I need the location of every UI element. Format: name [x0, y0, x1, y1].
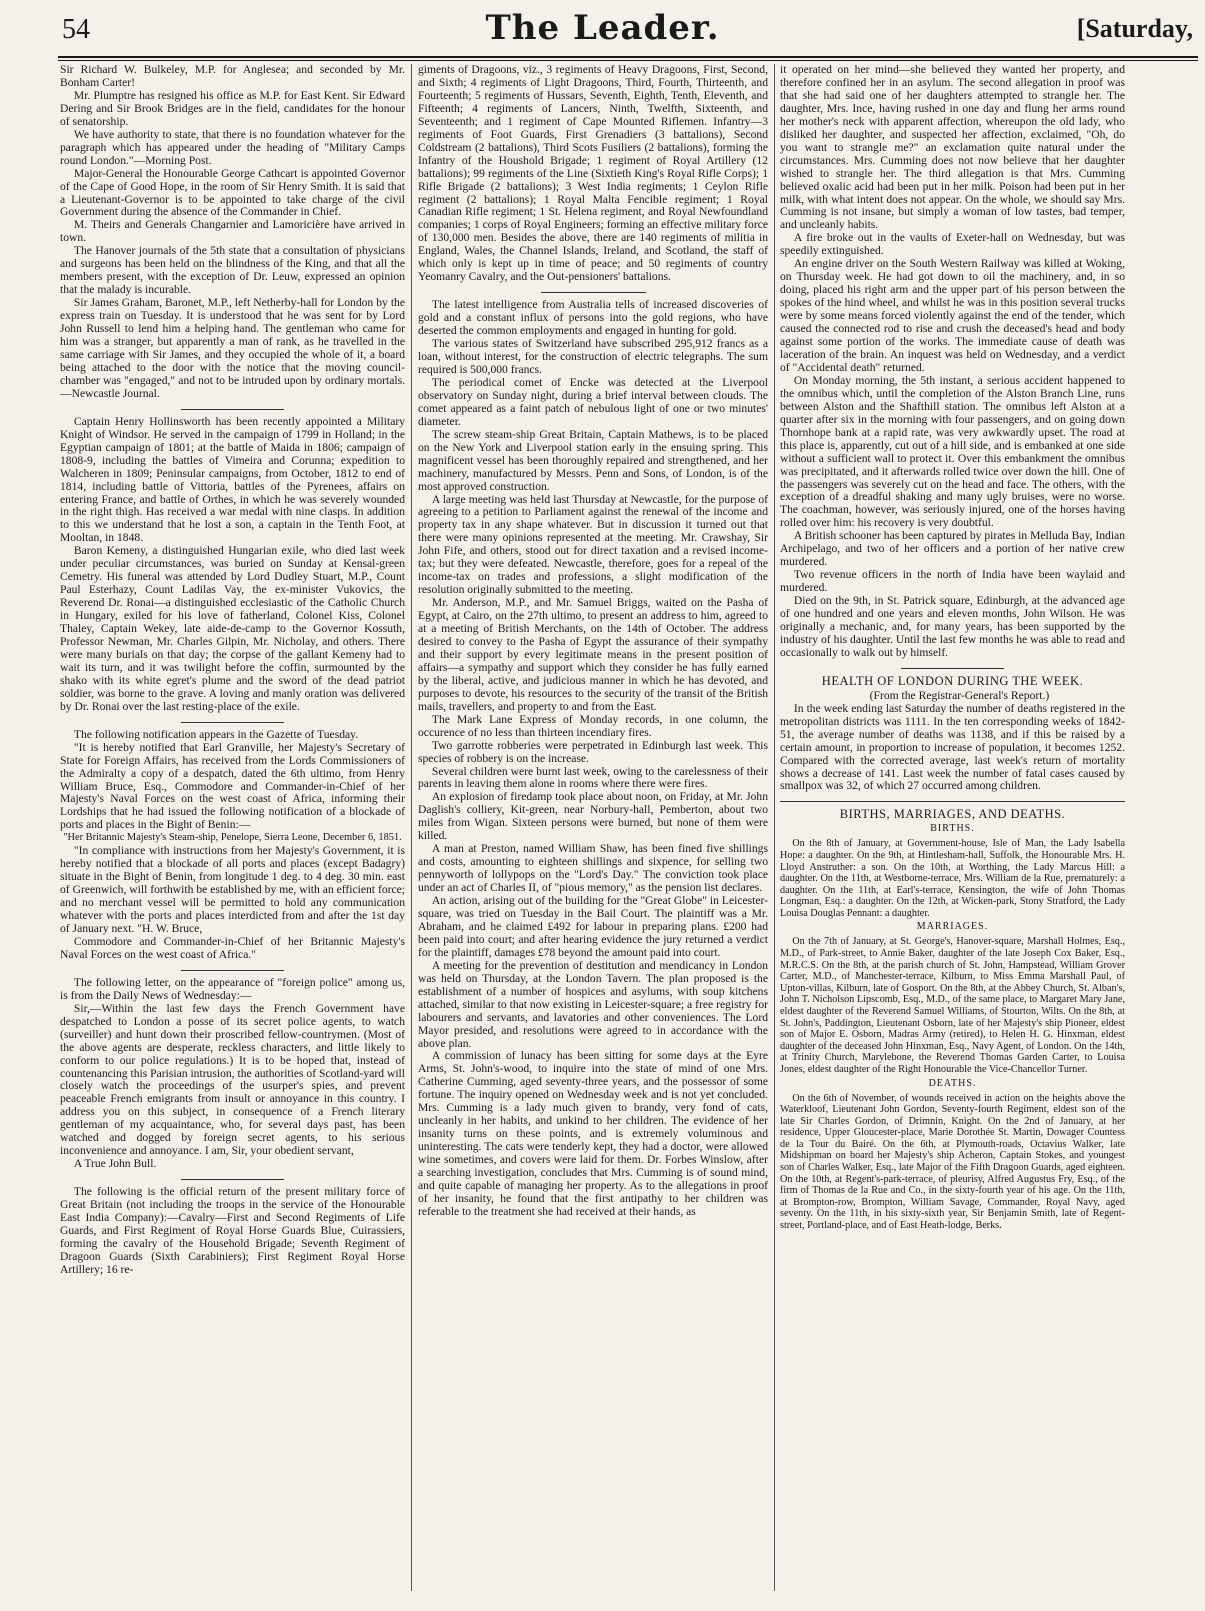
article-paragraph: Two garrotte robberies were perpetrated in Edinburgh last week. This species of robbery is on the increase. [418, 738, 768, 765]
double-rule [780, 801, 1125, 802]
article-paragraph: A fire broke out in the vaults of Exeter-hall on Wednesday, but was speedily extinguished. [780, 231, 1125, 258]
article-paragraph: giments of Dragoons, viz., 3 regiments of Heavy Dragoons, First, Second, and Sixth; 4 regiments of Light Dragoons, Third, Fourth, Thirteenth, and Fourteenth; 5 regiments of Hussars, Seventh, Eighth, Tenth, Eleventh, and Fifteenth; 4 regiments of Lancers, Ninth, Twelfth, Sixteenth, and Seventeenth; and 1 regiment of Cape Mounted Riflemen. Infantry—3 regiments of Foot Guards, First Grenadiers (3 battalions), Second Coldstream (2 battalions), Third Scots Fusiliers (2 battalions), forming the Infantry of the Houshold Brigade; 1 regiment of Royal Artillery (12 battalions); 99 regiments of the Line (Sixtieth King's Royal Rifle Corps); 1 Rifle Brigade (2 battalions); 3 West India regiments; 1 Ceylon Rifle regiment (2 battalions); 1 Royal Malta Fencible regiment; 1 Royal Canadian Rifle regiment; 1 St. Helena regiment, and Royal Newfoundland companies; 1 corps of Royal Engineers; forming an effective military force of 130,000 men. Besides the above, there are 140 regiments of militia in England, Wales, the Channel Islands, Ireland, and Scotland, the staff of which only is kept up in time of peace; and 50 regiments of country Yeomanry Cavalry, and the Out-pensioners' battalions. [418, 64, 768, 284]
masthead [0, 0, 1205, 56]
marriages-notices: On the 7th of January, at St. George's, Hanover-square, Marshall Holmes, Esq., M.D., of Park-street, to Annie Baker, daughter of the late Joseph Cox Baker, Esq., M.R.C.S. On the 8th, at the parish church of St. John, Hampstead, William Grover Carter, M.D., of Manchester-terrace, Kilburn, to Miss Emma Marshall Paul, of Upton-villas, Kilburn, late of Gosport. On the 8th, at the Abbey Church, St. Alban's, John T. Nicholson Lipscomb, Esq., M.D., of the same place, to Margaret Mary Jane, eldest daughter of the Reverend Samuel Williams, of Stourton, Wilts. On the 8th, at St. John's, Paddington, Lieutenant Osborn, late of her Majesty's ship Pioneer, eldest son of Major E. Osborn, Madras Army (retired), to Helen H. G. Hinxman, eldest daughter of the deceased John Hinxman, Esq., Navy Agent, of London. On the 14th, at Trinity Church, Marylebone, the Reverend Thomas Garden Carter, to Louisa Jones, eldest daughter of the Right Honourable the Vice-Chancellor Turner. [780, 936, 1125, 1075]
article-paragraph: The following notification appears in the Gazette of Tuesday. [73, 727, 359, 741]
article-paragraph: Sir,—Within the last few days the French Government have despatched to London a posse of its secret police agents, to watch (surveiller) and hunt down their proscribed fellow-countrymen. (Most of the above agents are desperate, reckless characters, and little likely to conform to our police regulations.) It is to be hoped that, instead of countenancing this Parisian intrusion, the authorities of Scotland-yard will closely watch the proceedings of the usurper's spies, and prevent peaceable French emigrants from insult or annoyance in this country. I address you on this subject, in consequence of a French literary gentleman of my acquaintance, who, for several days past, has been watched and dogged by foreign secret agents, to his serious inconvenience and annoyance. I am, Sir, your obedient servant, [60, 1001, 405, 1158]
separator [181, 970, 285, 971]
newspaper-title: The Leader. [485, 8, 720, 48]
article-paragraph: The various states of Switzerland have subscribed 295,912 francs as a loan, without interest, for the construction of electric telegraphs. The sum required is 500,000 francs. [418, 337, 768, 376]
separator [181, 1179, 285, 1180]
article-paragraph: Major-General the Honourable George Cathcart is appointed Governor of the Cape of Good Hope, in the room of Sir Henry Smith. It is said that a Lieutenant-Governor is to be appointed to take charge of the civil Government during the absence of the Commander in Chief. [60, 166, 405, 219]
article-paragraph: Mr. Plumptre has resigned his office as M.P. for East Kent. Sir Edward Dering and Sir Brook Bridges are in the field, candidates for the honour of senatorship. [60, 88, 405, 128]
article-paragraph: The latest intelligence from Australia tells of increased discoveries of gold and a constant influx of persons into the gold regions, who have deserted the common employments and engaged in hunting for gold. [418, 298, 768, 338]
article-paragraph: A large meeting was held last Thursday at Newcastle, for the purpose of agreeing to a petition to Parliament against the renewal of the income and property tax in any shape whatever. But in discussion it turned out that there were many opinions represented at the meeting. Mr. Crawshay, Sir John Fife, and others, stood out for direct taxation and a revised income-tax; but they were defeated. Newcastle, therefore, goes for a repeal of the income-tax on trades and professions, a slight modification of the resolution originally submitted to the meeting. [418, 492, 768, 597]
section-title-health: HEALTH OF LONDON DURING THE WEEK. [821, 673, 1084, 688]
letter-signature: A True John Bull. [73, 1157, 157, 1171]
article-paragraph: Two revenue officers in the north of India have been waylaid and murdered. [780, 568, 1125, 595]
article-paragraph: A man at Preston, named William Shaw, has been fined five shillings and costs, amounting to eighteen shillings and sixpence, for selling two pennyworth of lollypops on the "Lord's Day." The conviction took place under an act of Charles II, of "pious memory," as the pension list declares. [418, 842, 768, 895]
column-2 [418, 64, 768, 1591]
article-paragraph: A British schooner has been captured by pirates in Melluda Bay, Indian Archipelago, and two of her officers and a portion of her native crew murdered. [780, 529, 1125, 569]
article-paragraph: Commodore and Commander-in-Chief of her Britannic Majesty's Naval Forces on the west coast of Africa." [60, 934, 405, 961]
article-paragraph: A meeting for the prevention of destitution and mendicancy in London was held on Thursday, at the London Tavern. The plan proposed is the establishment of a number of hospices and asylums, with soup kitchens attached, similar to that now existing in Leicester-square; a free registry for labourers and servants, and lavatories and other conveniences. The Lord Mayor presided, and resolutions were agreed to in accordance with the above plan. [418, 958, 768, 1050]
deaths-notices: On the 6th of November, of wounds received in action on the heights above the Waterkloof, Lieutenant John Gordon, Seventy-fourth Regiment, eldest son of the late Sir Charles Gordon, of Drimnin, Knight. On the 2nd of January, at her residence, Upper Gloucester-place, Marie Dorothée St. Martin, Dowager Countess de la Tour du Bairé. On the 6th, at Plymouth-roads, Octavius Walker, late Midshipman on board her Majesty's ship Acheron, Captain Stokes, and youngest son of Charles Walker, Esq., late Major of the Fifth Dragoon Guards, aged eighteen. On the 10th, at Regent's-park-terrace, of pleurisy, Alfred Augustus Fry, Esq., of the firm of Thomas de la Rue and Co., in the sixty-fourth year of his age. On the 11th, at Brompton-row, Brompton, William Savage, Commander, Royal Navy, aged seventy. On the 11th, in his sixty-sixth year, Sir Benjamin Smith, late of Regent-street, Portland-place, and of East Heath-lodge, Berks. [780, 1092, 1125, 1232]
article-paragraph: An engine driver on the South Western Railway was killed at Woking, on Thursday week. He had got down to oil the machinery, and, in so doing, placed his right arm and the upper part of his person between the spokes of the hind wheel, and whilst he was in this position several trucks were by some means forced violently against the end of the tender, which caused the connected rod to rise and crush the deceased's head and body against some portion of the works. The immediate cause of death was laceration of the brain. An inquest was held on Wednesday, and a verdict of "Accidental death" returned. [780, 257, 1125, 374]
dateline: "Her Britannic Majesty's Steam-ship, Penelope, Sierra Leone, December 6, 1851. [63, 832, 402, 844]
article-paragraph: An explosion of firedamp took place about noon, on Friday, at Mr. John Daglish's colliery, Kit-green, near Norbury-hall, Pemberton, about two miles from Wigan. Sixteen persons were burned, but none of them were killed. [418, 790, 768, 843]
separator [541, 292, 646, 293]
column-divider [774, 64, 775, 1591]
article-paragraph: it operated on her mind—she believed they wanted her property, and therefore confined her in an asylum. The second allegation in proof was that she had said one of her daughters attempted to strangle her. The daughter, Mrs. Ince, having rushed in one day and flung her arms round her mother's neck with apparent affection, whereupon the old lady, who disliked her daughter, and suspected her affection, exclaimed, "Oh, do you want to strangle me?" an exclamation quite natural under the circumstances. Mrs. Cumming does not now believe that her daughter wished to strangle her. The third allegation is that Mrs. Cumming believed oxalic acid had been put in her milk. Poison had been put in her milk, with what intent does not appear. On the whole, we should say Mrs. Cumming is not insane, but simply a woman of low tastes, bad temper, and uncleanly habits. [780, 64, 1125, 232]
article-paragraph: Captain Henry Hollinsworth has been recently appointed a Military Knight of Windsor. He served in the campaign of 1799 in Holland; in the Egyptian campaign of 1801; at the battle of Maida in 1806; campaign of 1808-9, including the battles of Vimeira and Corunna; expedition to Walcheren in 1809; Peninsular campaigns, from October, 1812 to end of 1814, including battle of Vittoria, battles of the Pyrenees, affairs on entering France, and battle of Orthes, in which he was severely wounded in the right thigh. Has received a war medal with nine clasps. In addition to this we understand that he lost a son, a captain in the Tenth Foot, at Mooltan, in 1848. [60, 414, 405, 545]
page-number: 54 [62, 14, 90, 45]
births-notices: On the 8th of January, at Government-house, Isle of Man, the Lady Isabella Hope: a daughter. On the 9th, at Hintlesham-hall, Suffolk, the Honourable Mrs. H. Lloyd Anstruther: a son. On the 10th, at Worthing, the Lady Marcus Hill: a daughter. On the 11th, at Westborne-terrace, Mrs. William de la Rue, prematurely: a daughter. On the 11th, at Earl's-terrace, Kensington, the wife of John Thomas Longman, Esq.: a daughter. On the 12th, at Wicken-park, Stony Stratford, the Lady Louisa Douglas Pennant: a daughter. [780, 838, 1125, 919]
article-paragraph: The screw steam-ship Great Britain, Captain Mathews, is to be placed on the New York and Liverpool station early in the ensuing spring. This magnificent vessel has been thoroughly repaired and strengthened, and her machinery, manufactured by Messrs. Penn and Sons, of London, is of the most approved construction. [418, 427, 768, 493]
header-rule-thin [58, 60, 1198, 61]
marriages-heading: MARRIAGES. [916, 921, 989, 933]
article-paragraph: A commission of lunacy has been sitting for some days at the Eyre Arms, St. John's-wood, to inquire into the state of mind of one Mrs. Catherine Cumming, aged seventy-three years, and the possessor of some fortune. The inquiry opened on Wednesday week and is not yet concluded. Mrs. Cumming is a lady much given to brandy, very fond of cats, uncleanly in her habits, and unkind to her children. The evidence of her insanity turns on these points, and is extremely voluminous and uninteresting. The cats were tenderly kept, they had a doctor, were allowed wine sometimes, and covers were laid for them. Dr. Forbes Winslow, after a searching investigation, concludes that Mrs. Cumming is of sound mind, and quite capable of managing her property. As to the allegations in proof of her insanity, he found that the first antipathy to her children was referable to the treatment she had received at their hands, as [418, 1049, 768, 1218]
article-paragraph: Died on the 9th, in St. Patrick square, Edinburgh, at the advanced age of one hundred and one years and eleven months, John Wilson. He was originally a mechanic, and, for many years, has been supported by the industry of his daughter. Until the last few months he was able to read and occasionally to walk out by himself. [780, 594, 1125, 659]
article-paragraph: The following is the official return of the present military force of Great Britain (not including the troops in the service of the Honourable East India Company):—Cavalry—First and Second Regiments of Life Guards, and First Regiment of Royal Horse Guards Blue, Cuirassiers, forming the cavalry of the Household Brigade; Seventh Regiment of Dragoon Guards (Sixth Carabiniers); First Regiment Royal Horse Artillery; 16 re- [60, 1185, 405, 1276]
section-subtitle: (From the Registrar-General's Report.) [869, 688, 1050, 702]
column-divider [411, 64, 412, 1591]
article-paragraph: Baron Kemeny, a distinguished Hungarian exile, who died last week under peculiar circumstances, was buried on Sunday at Kensal-green Cemetry. His funeral was attended by Lord Dudley Stuart, M.P., Count Paul Esterhazy, Count Ladilas Vay, the ex-minister Vukovics, the Reverend Dr. Ronai—a distinguished ecclesiastic of the Catholic Church in Hungary, exiled for his love of fatherland, Colonel Kiss, Colonel Thaley, Captain Wekey, late aide-de-camp to the Governor Kossuth, Professor Newman, Mr. Charles Gilpin, Mr. Nicholay, and others. There were many burials on that day; the corpse of the gallant Kemeny had to wait its turn, and it was twilight before the coffin, surmounted by the shako with its white egret's plume and the sword of the dead patriot soldier, was borne to the grave. A loving and manly oration was delivered by Dr. Ronai over the last resting-place of the exile. [60, 544, 405, 713]
article-paragraph: On Monday morning, the 5th instant, a serious accident happened to the omnibus which, until the completion of the Alston Branch Line, runs between Alston and the Shafthill station. The omnibus left Alston at a quarter after six in the morning with four passengers, and on going down Thornhope bank at a rapid rate, was very awkwardly upset. The road at this place is, apparently, cut out of a hill side, and is embanked at one side without a sufficient wall to protect it. Over this embankment the omnibus was precipitated, and it afterwards rolled twice over down the hill. One of the passengers was severely cut on the head and face. The others, with the exception of a dreadful shaking and many ugly bruises, were no worse. The coachman, however, was seriously injured, one of the horses having rolled over him: his recovery is very doubtful. [780, 373, 1125, 530]
article-paragraph: We have authority to state, that there is no foundation whatever for the paragraph which has appeared under the heading of "Military Camps round London."—Morning Post. [60, 127, 405, 167]
column-3 [780, 64, 1125, 1591]
separator [181, 722, 285, 723]
issue-day: [Saturday, [1076, 14, 1193, 43]
separator [901, 668, 1005, 669]
article-paragraph: The periodical comet of Encke was detected at the Liverpool observatory on Sunday night, during a brief interval between clouds. The comet appeared as a faint patch of nebulous light of one or two minutes' diameter. [418, 375, 768, 428]
births-heading: BIRTHS. [930, 823, 975, 835]
article-paragraph: Mr. Anderson, M.P., and Mr. Samuel Briggs, waited on the Pasha of Egypt, at Cairo, on the 27th ultimo, to present an address to him, agreed to at a meeting of British Merchants, on the 14th of October. The address desired to convey to the Pasha of Egypt the assurance of their sympathy and their support by every legitimate means in the present position of affairs—a sympathy and support which they consider he has fully earned by the liberal, active, and judicious manner in which he has devoted, and purposes to devote, his resources to the security of the transit of the British mails, travellers, and property to and from the East. [418, 596, 768, 713]
section-title-bmd: BIRTHS, MARRIAGES, AND DEATHS. [839, 807, 1066, 822]
article-paragraph: Sir Richard W. Bulkeley, M.P. for Anglesea; and seconded by Mr. Bonham Carter! [60, 64, 405, 89]
article-paragraph: An action, arising out of the building for the "Great Globe" in Leicester-square, was tried on Tuesday in the Bail Court. The plaintiff was a Mr. Abraham, and he claimed £492 for labour in preparing plans. £200 had been paid into court; and after hearing evidence the jury returned a verdict for the plaintiff, damages £78 beyond the amount paid into court. [418, 894, 768, 959]
article-paragraph: The Hanover journals of the 5th state that a consultation of physicians and surgeons has been held on the blindness of the King, and that all the members present, with the exception of Dr. Leuw, expressed an opinion that the malady is incurable. [60, 244, 405, 297]
article-paragraph: M. Theirs and Generals Changarnier and Lamoricière have arrived in town. [60, 218, 405, 245]
article-paragraph: The Mark Lane Express of Monday records, in one column, the occurence of no less than thirteen incendiary fires. [418, 712, 768, 739]
article-paragraph: "In compliance with instructions from her Majesty's Government, it is hereby notified that a blockade of all ports and places (except Badagry) situate in the Bight of Benin, from longitude 1 deg. to 4 deg. 30 min. east of Greenwich, will forthwith be established by me, with an efficient force; and no merchant vessel will be permitted to hold any communication whatever with the ports and places interdicted from and after the 1st day of January next. "H. W. Bruce, [60, 844, 405, 935]
article-paragraph: Several children were burnt last week, owing to the carelessness of their parents in leaving them alone in rooms where there were fires. [418, 764, 768, 791]
article-paragraph: The following letter, on the appearance of "foreign police" among us, is from the Daily News of Wednesday:— [60, 975, 405, 1002]
separator [181, 409, 285, 410]
deaths-heading: DEATHS. [928, 1077, 977, 1089]
column-1 [60, 64, 405, 1591]
header-rule [58, 56, 1198, 58]
article-paragraph: In the week ending last Saturday the number of deaths registered in the metropolitan districts was 1111. In the ten corresponding weeks of 1842-51, the average number of deaths was 1138, and if this be raised by a certain amount, in proportion to increase of population, it becomes 1252. Compared with the corrected average, last week's return of mortality shows a decrease of 141. Last week the number of fatal cases caused by smallpox was 32, of which 27 occurred among children. [780, 701, 1125, 793]
article-paragraph: Sir James Graham, Baronet, M.P., left Netherby-hall for London by the express train on Tuesday. It is understood that he was sent for by Lord John Russell to lend him a helping hand. The gentleman who came for him was a stranger, but apparently a man of rank, as he travelled in the same carriage with Sir James, and they occupied the whole of it, a board being attached to the door with the notice that the moving council-chamber was "engaged," and not to be intruded upon by ordinary mortals.—Newcastle Journal. [60, 296, 405, 400]
article-paragraph: "It is hereby notified that Earl Granville, her Majesty's Secretary of State for Foreign Affairs, has received from the Lords Commissioners of the Admiralty a copy of a despatch, dated the 6th ultimo, from Henry William Bruce, Esq., Commodore and Commander-in-Chief of her Majesty's Naval Forces on the west coast of Africa, informing their Lordships that he had issued the following notification of a blockade of ports and places in the Bight of Benin:— [60, 740, 405, 832]
